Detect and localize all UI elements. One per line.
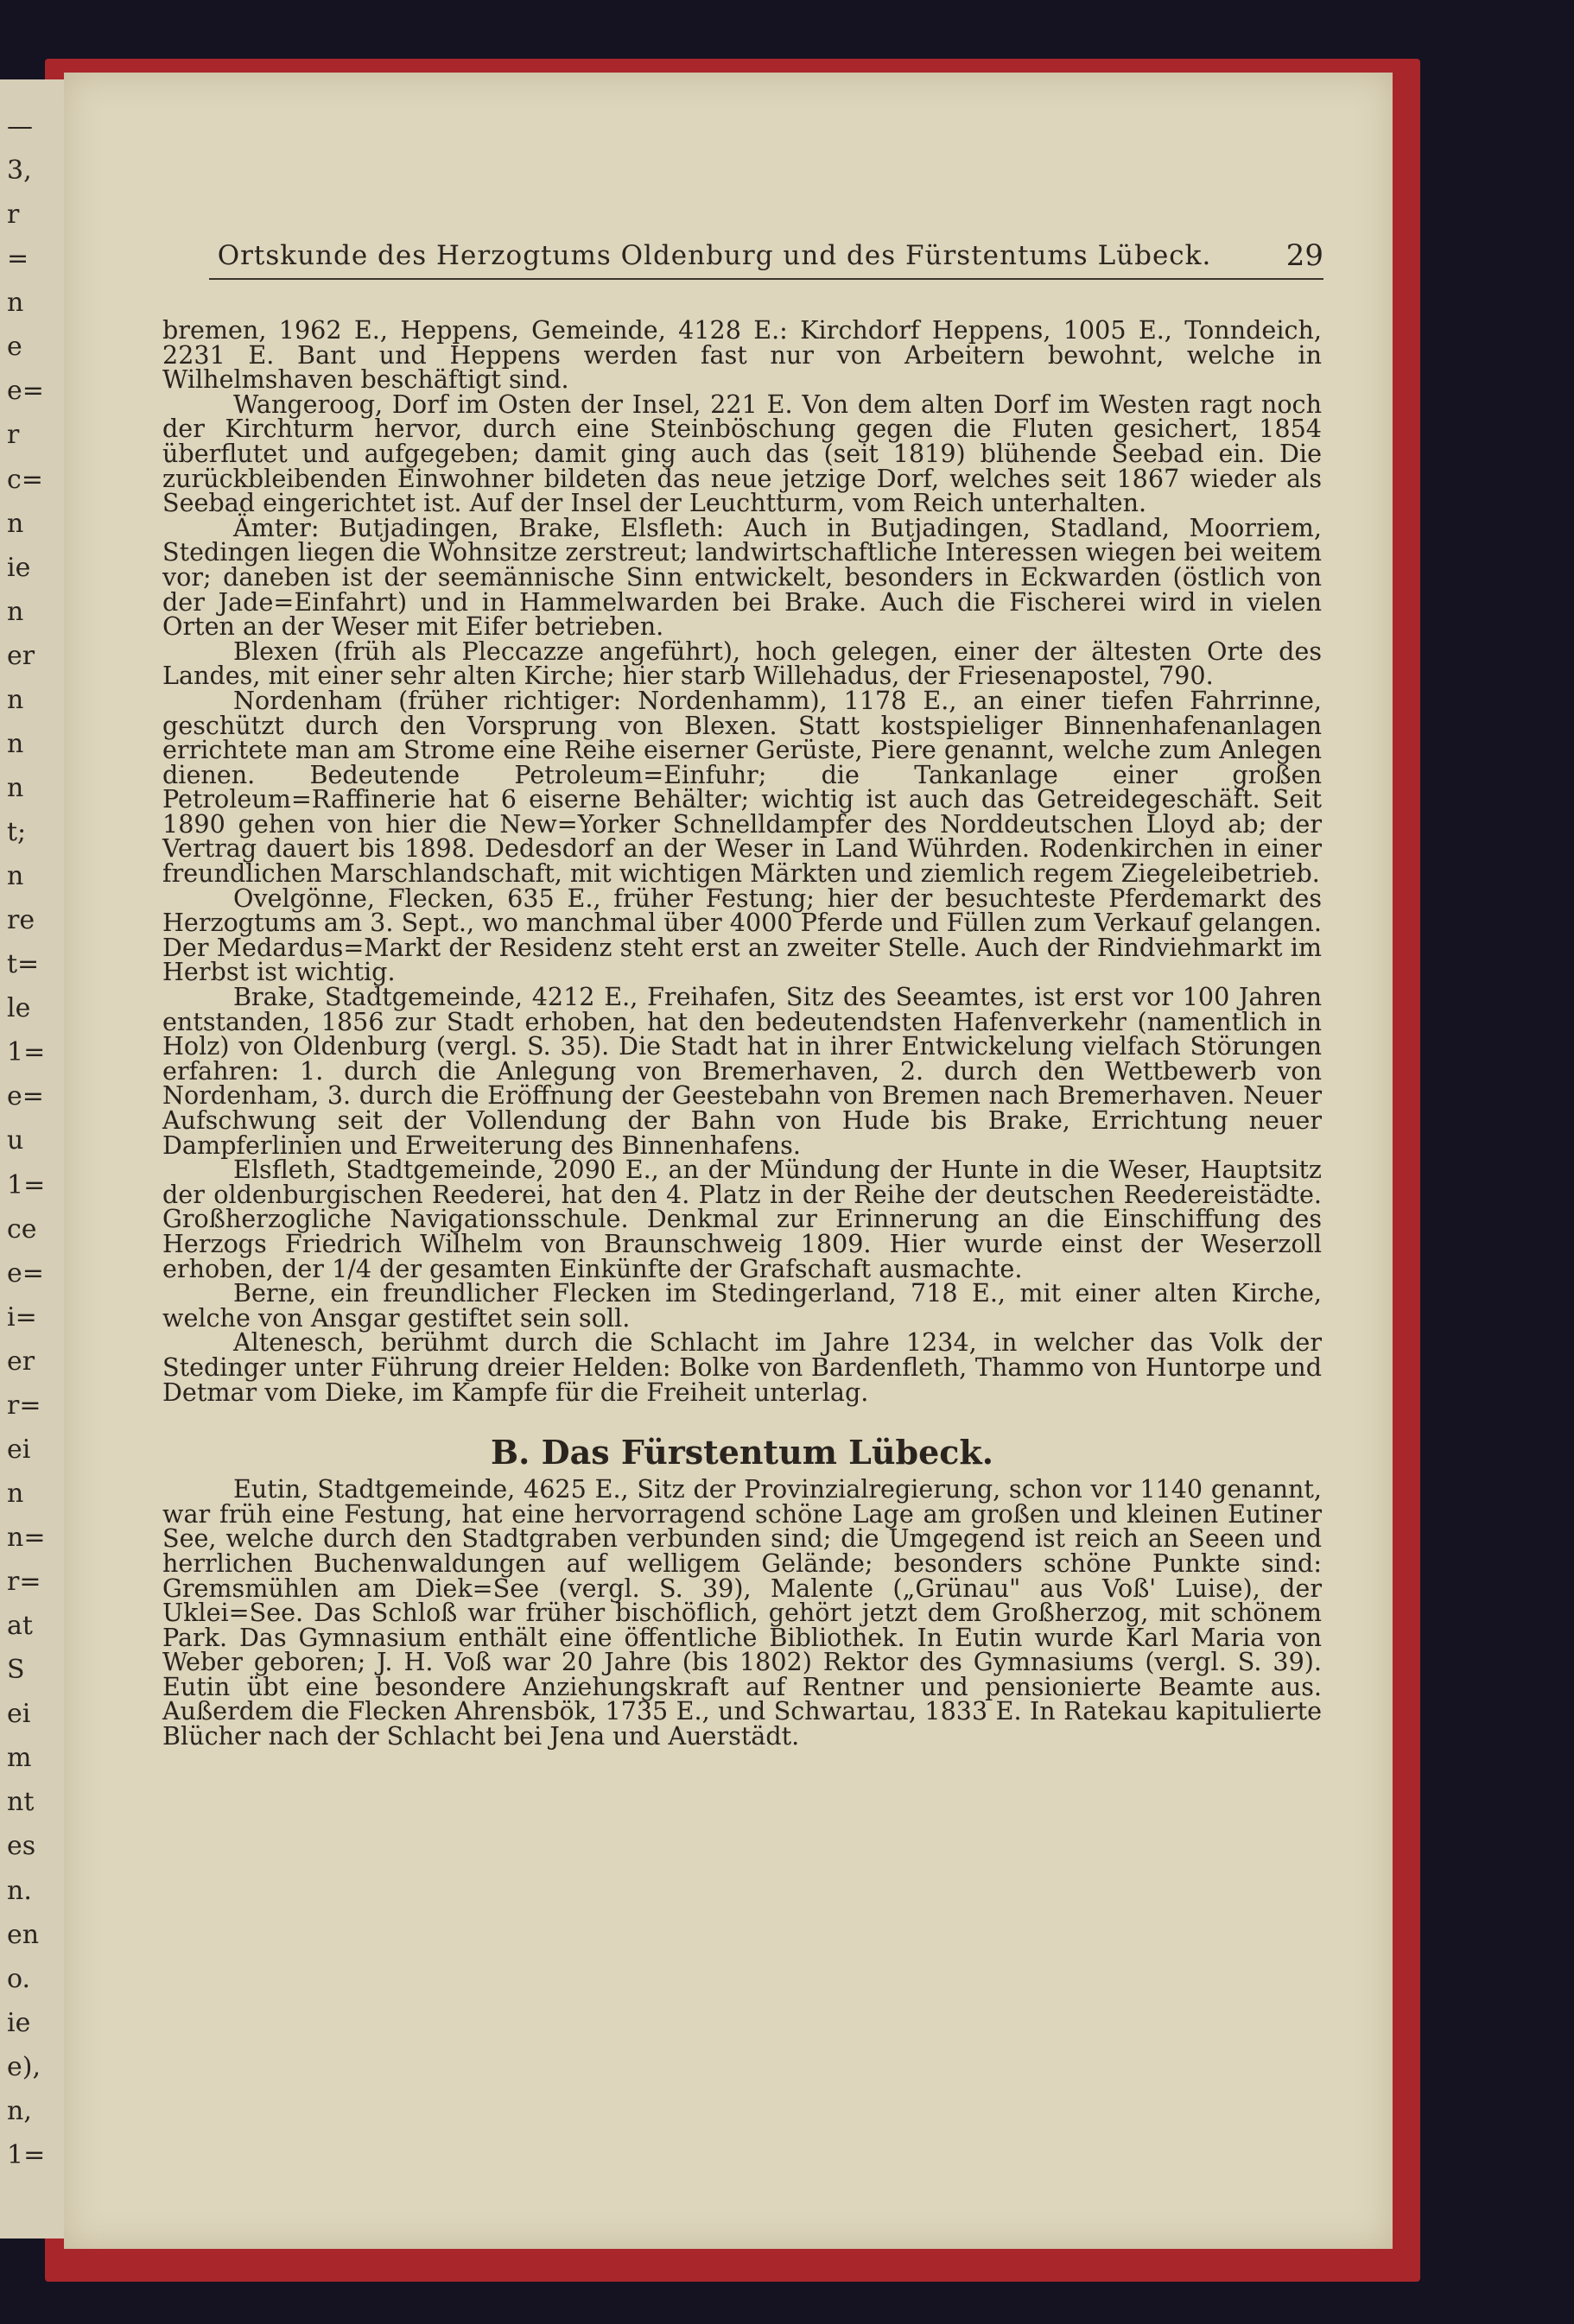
previous-page-fragment: n: [7, 1478, 24, 1509]
previous-page-fragment: n.: [7, 1875, 32, 1906]
previous-page-fragment: 1=: [7, 1037, 46, 1068]
previous-page-fragment: S: [7, 1655, 25, 1686]
previous-page-fragment: er: [7, 640, 35, 671]
previous-page-fragment: r: [7, 199, 20, 231]
previous-page-fragment: 1=: [7, 1169, 46, 1200]
previous-page-fragment: n: [7, 288, 24, 319]
paragraph: bremen, 1962 E., Heppens, Gemeinde, 4128 E.: Kirchdorf Heppens, 1005 E., Tonndeich, 2231 E. Bant und Heppens werden fast nur von Arbeitern bewohnt, welche in Wilhelmshaven beschäftigt sind.: [162, 315, 1322, 395]
previous-page-fragment: ce: [7, 1213, 37, 1244]
previous-page-fragment: e: [7, 332, 22, 363]
book-page: [64, 73, 1393, 2249]
previous-page-fragment: 3,: [7, 155, 32, 187]
previous-page-fragment: =: [7, 244, 29, 275]
previous-page-fragment: c=: [7, 464, 43, 495]
paragraph: Ovelgönne, Flecken, 635 E., früher Festung; hier der besuchteste Pferdemarkt des Herzogtums am 3. Sept., wo manchmal über 4000 Pferde und Füllen zum Verkauf gelangen. Der Medardus=Markt der Residenz steht erst an zweiter Stelle. Auch der Rindviehmarkt im Herbst ist wichtig.: [162, 883, 1322, 987]
paragraph: Altenesch, berühmt durch die Schlacht im Jahre 1234, in welcher das Volk der Stedinger unter Führung dreier Helden: Bolke von Bardenfleth, Thammo von Huntorpe und Detmar vom Dieke, im Kampfe für die Freiheit unterlag.: [162, 1327, 1322, 1407]
previous-page-fragment: es: [7, 1831, 36, 1862]
previous-page-fragment: r: [7, 420, 20, 451]
body-text: [162, 315, 1322, 1751]
previous-page-fragment: er: [7, 1346, 35, 1377]
paragraph: Eutin, Stadtgemeinde, 4625 E., Sitz der Provinzialregierung, schon vor 1140 genannt, war früh eine Festung, hat eine hervorragend schöne Lage am großen und kleinen Eutiner See, welche durch den Stadtgraben verbunden sind; die Umgegend ist reich an Seeen und herrlichen Buchenwaldungen auf welligem Gelände; besonders schöne Punkte sind: Gremsmühlen am Diek=See (vergl. S. 39), Malente („Grünau" aus Voß' Luise), der Uklei=See. Das Schloß war früher bischöflich, gehört jetzt dem Großherzog, mit schönem Park. Das Gymnasium enthält eine öffentliche Bibliothek. In Eutin wurde Karl Maria von Weber geboren; J. H. Voß war 20 Jahre (bis 1802) Rektor des Gymnasiums (vergl. S. 39). Eutin übt eine besondere Anziehungskraft auf Rentner und pensionierte Beamte aus. Außerdem die Flecken Ahrensbök, 1735 E., und Schwartau, 1833 E. In Ratekau kapitulierte Blücher nach der Schlacht bei Jena und Auerstädt.: [162, 1474, 1322, 1751]
previous-page-fragment: n: [7, 772, 24, 803]
previous-page-fragment: n: [7, 596, 24, 627]
previous-page-fragment: t=: [7, 949, 40, 980]
previous-page-fragment: e=: [7, 376, 44, 407]
previous-page-fragment: re: [7, 905, 35, 936]
section-heading: B. Das Fürstentum Lübeck.: [491, 1433, 993, 1472]
paragraph: Nordenham (früher richtiger: Nordenhamm), 1178 E., an einer tiefen Fahrrinne, geschützt durch den Vorsprung von Blexen. Statt kostspieliger Binnenhafenanlagen errichtete man am Strome eine Reihe eiserner Gerüste, Piere genannt, welche zum Anlegen dienen. Bedeutende Petroleum=Einfuhr; die Tankanlage einer großen Petroleum=Raffinerie hat 6 eiserne Behälter; wichtig ist auch das Getreidegeschäft. Seit 1890 gehen von hier die New=Yorker Schnelldampfer des Norddeutschen Lloyd ab; der Vertrag dauert bis 1898. Dedesdorf an der Weser in Land Wührden. Rodenkirchen in einer freundlichen Marschlandschaft, mit wichtigen Märkten und ziemlich regem Ziegeleibetrieb.: [162, 685, 1322, 889]
previous-page-fragment: r=: [7, 1567, 41, 1598]
previous-page-fragment: m: [7, 1743, 32, 1774]
paragraph: Ämter: Butjadingen, Brake, Elsfleth: Auch in Butjadingen, Stadland, Moorriem, Stedingen liegen die Wohnsitze zerstreut; landwirtschaftliche Interessen wiegen bei weitem vor; daneben ist der seemännische Sinn entwickelt, besonders in Eckwarden (östlich von der Jade=Einfahrt) und in Hammelwarden bei Brake. Auch die Fischerei wird in vielen Orten an der Weser mit Eifer betrieben.: [162, 512, 1322, 642]
previous-page-fragment: n: [7, 861, 24, 892]
previous-page-fragment: le: [7, 993, 31, 1024]
previous-page-fragment: ei: [7, 1434, 31, 1465]
previous-page-fragment: o.: [7, 1963, 31, 1994]
previous-page-fragment: ie: [7, 2007, 31, 2038]
paragraph: Blexen (früh als Pleccazze angeführt), hoch gelegen, einer der ältesten Orte des Landes, mit einer sehr alten Kirche; hier starb Willehadus, der Friesenapostel, 790.: [162, 636, 1322, 691]
previous-page-fragment: ie: [7, 552, 31, 583]
previous-page-fragment: —: [7, 111, 33, 142]
paragraph: Wangeroog, Dorf im Osten der Insel, 221 E. Von dem alten Dorf im Westen ragt noch der Kirchturm hervor, durch eine Steinböschung gegen die Fluten gesichert, 1854 überflutet und aufgegeben; damit ging auch das (seit 1819) blühende Seebad ein. Die zurückbleibenden Einwohner bildeten das neue jetzige Dorf, welches seit 1867 wieder als Seebad eingerichtet ist. Auf der Insel der Leuchtturm, vom Reich unterhalten.: [162, 389, 1322, 518]
previous-page-fragment: n: [7, 684, 24, 715]
previous-page-fragment: e=: [7, 1257, 44, 1289]
paragraph: Brake, Stadtgemeinde, 4212 E., Freihafen, Sitz des Seeamtes, ist erst vor 100 Jahren entstanden, 1856 zur Stadt erhoben, hat den bedeutendsten Hafenverkehr (namentlich in Holz) von Oldenburg (vergl. S. 35). Die Stadt hat in ihrer Entwickelung vielfach Störungen erfahren: 1. durch die Anlegung von Bremerhaven, 2. durch den Wettbewerb von Nordenham, 3. durch die Eröffnung der Geestebahn von Bremen nach Bremerhaven. Neuer Aufschwung seit der Vollendung der Bahn von Hude bis Brake, Errichtung neuer Dampferlinien und Erweiterung des Binnenhafens.: [162, 982, 1322, 1160]
previous-page-fragment: t;: [7, 817, 27, 848]
previous-page-fragment: n,: [7, 2095, 32, 2126]
page-number: 29: [1285, 238, 1323, 273]
previous-page-fragment: at: [7, 1611, 33, 1642]
previous-page-fragment: r=: [7, 1390, 41, 1421]
paragraph: Berne, ein freundlicher Flecken im Stedingerland, 718 E., mit einer alten Kirche, welche von Ansgar gestiftet sein soll.: [162, 1278, 1322, 1333]
previous-page-fragment: n: [7, 508, 24, 539]
previous-page-fragment: nt: [7, 1787, 35, 1818]
page-header: [209, 237, 1323, 280]
previous-page-fragment: n=: [7, 1523, 46, 1554]
previous-page-fragment: en: [7, 1919, 40, 1950]
previous-page-fragment: e),: [7, 2051, 41, 2082]
paragraph: Elsfleth, Stadtgemeinde, 2090 E., an der Mündung der Hunte in die Weser, Hauptsitz der oldenburgischen Reederei, hat den 4. Platz in der Reihe der deutschen Reedereistädte. Großherzogliche Navigationsschule. Denkmal zur Erinnerung an die Einschiffung des Herzogs Friedrich Wilhelm von Braunschweig 1809. Hier wurde einst der Weserzoll erhoben, der 1/4 der gesamten Einkünfte der Grafschaft ausmachte.: [162, 1155, 1322, 1283]
previous-page-fragment: i=: [7, 1301, 37, 1333]
previous-page-fragment: u: [7, 1125, 24, 1156]
previous-page-fragment: n: [7, 728, 24, 759]
previous-page-fragment: ei: [7, 1699, 31, 1730]
running-title: Ortskunde des Herzogtums Oldenburg und des Fürstentums Lübeck.: [217, 240, 1212, 271]
previous-page-fragment: e=: [7, 1081, 44, 1112]
previous-page-fragment: 1=: [7, 2139, 46, 2170]
